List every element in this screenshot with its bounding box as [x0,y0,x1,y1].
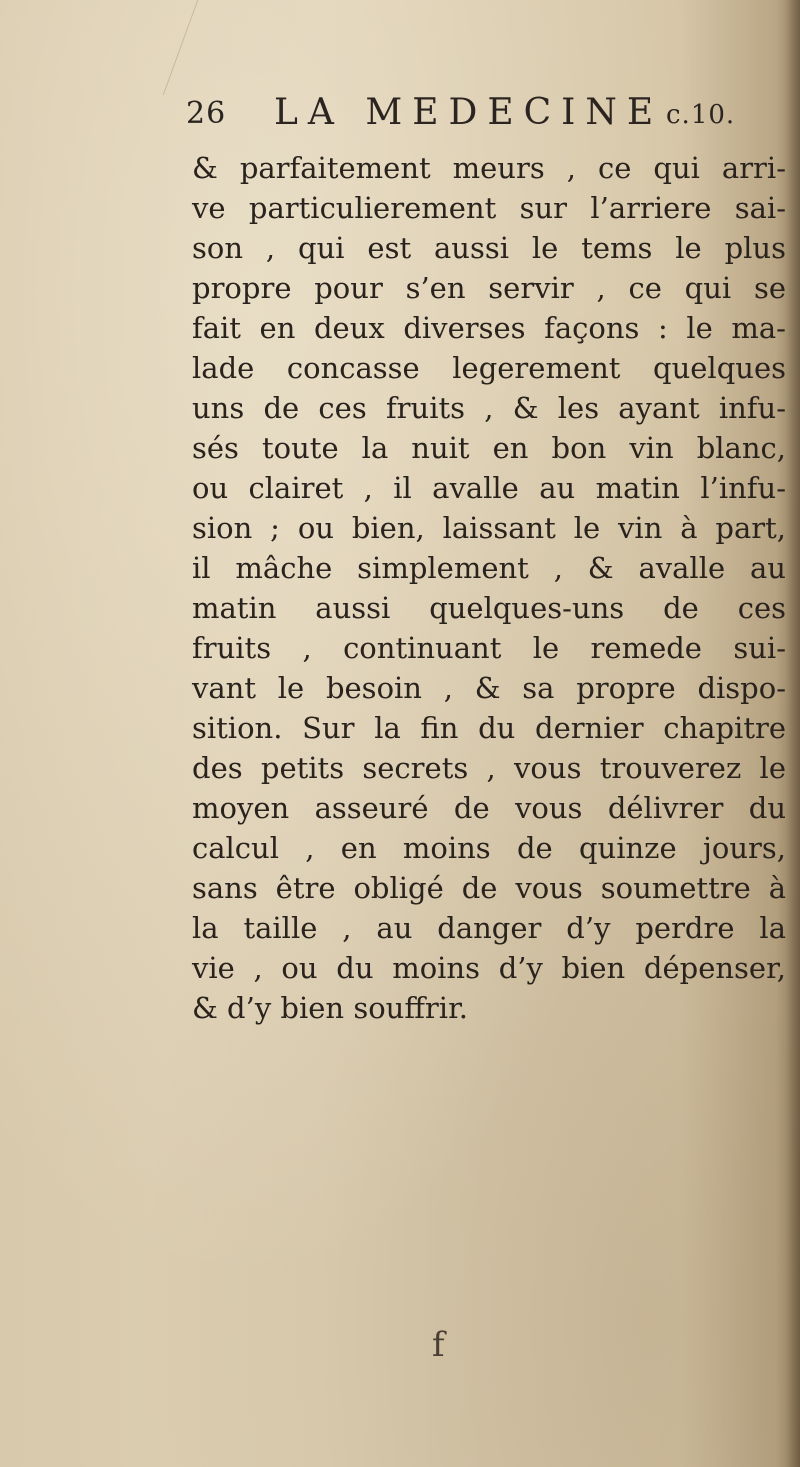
text-line: uns de ces fruits , & les ayant infu- [192,391,786,425]
text-line: sion ; ou bien, laissant le vin à part, [192,511,786,545]
page-edge-shadow [786,0,800,1467]
text-line: & parfaitement meurs , ce qui arri- [192,151,786,185]
text-line: moyen asseuré de vous délivrer du [192,791,786,825]
text-line: son , qui est aussi le tems le plus [192,231,786,265]
text-line: sans être obligé de vous soumettre à [192,871,786,905]
text-line: des petits secrets , vous trouverez le [192,751,786,785]
paper-fold-mark [43,0,199,95]
text-line: sés toute la nuit en bon vin blanc, [192,431,786,465]
page-number: 26 [186,96,227,131]
text-line: vant le besoin , & sa propre dispo- [192,671,786,705]
text-line: ve particulierement sur l’arriere sai- [192,191,786,225]
text-line: vie , ou du moins d’y bien dépenser, [192,951,786,985]
running-head [186,92,796,140]
text-line: la taille , au danger d’y perdre la [192,911,786,945]
text-line: sition. Sur la fin du dernier chapitre [192,711,786,745]
stray-ink-mark: f [432,1325,445,1365]
text-line: fruits , continuant le remede sui- [192,631,786,665]
text-line: matin aussi quelques-uns de ces [192,591,786,625]
text-line: il mâche simplement , & avalle au [192,551,786,585]
text-line: fait en deux diverses façons : le ma- [192,311,786,345]
text-line: propre pour s’en servir , ce qui se [192,271,786,305]
text-line: ou clairet , il avalle au matin l’infu- [192,471,786,505]
text-line: calcul , en moins de quinze jours, [192,831,786,865]
text-line: lade concasse legerement quelques [192,351,786,385]
chapter-reference: c.10. [666,100,736,130]
text-line-last: & d’y bien souffrir. [192,991,468,1025]
body-text [192,148,786,1028]
running-head-title: LA MEDECINE [274,92,664,133]
